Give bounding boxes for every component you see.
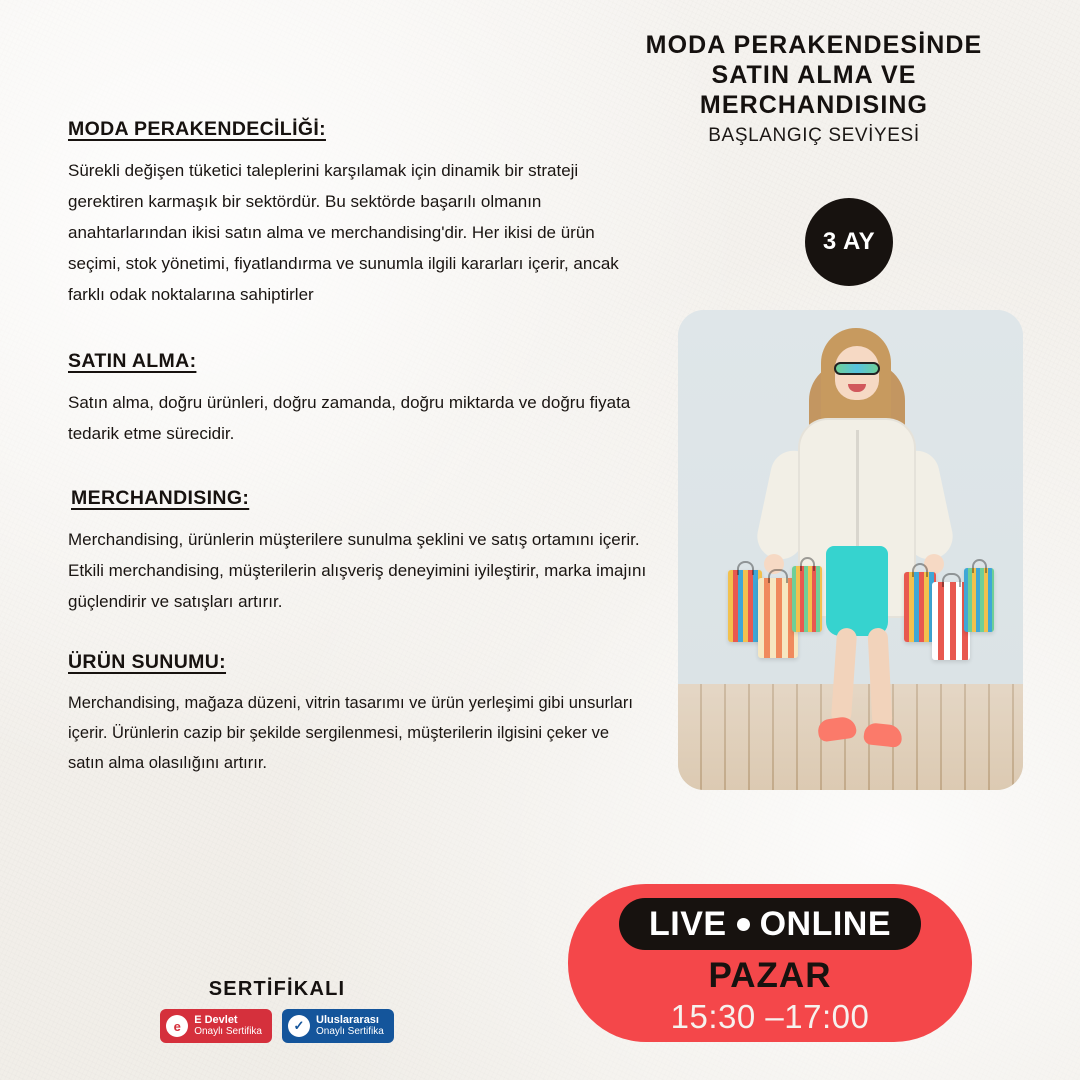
section-heading-fashion-retail: MODA PERAKENDECİLİĞİ: [68, 118, 326, 140]
certificate-international [282, 1009, 394, 1043]
shopping-bag [728, 570, 762, 642]
certificates-block [132, 978, 422, 1043]
duration-badge [805, 198, 893, 286]
section-purchasing [68, 350, 648, 449]
live-time: 15:30 –17:00 [670, 998, 870, 1035]
bullet-dot-icon [737, 918, 750, 931]
certificate-international-text [316, 1014, 384, 1038]
certificate-edevlet-line1: E Devlet [194, 1014, 238, 1026]
check-icon-glyph: ✓ [293, 1018, 305, 1033]
section-body-merchandising: Merchandising, ürünlerin müşterilere sunulma şeklini ve satış ortamını içerir. [68, 530, 640, 549]
certificate-edevlet-line2: Onaylı Sertifika [194, 1026, 262, 1037]
section-body-purchasing: Satın alma, doğru ürünleri, doğru zamanda, doğru miktarda ve doğru fiyata tedarik etme sürecidir. [68, 393, 631, 443]
certificate-edevlet-text [194, 1014, 262, 1038]
header-title-line-1: MODA PERAKENDESİNDE [645, 31, 983, 59]
certificates-title: SERTİFİKALI [208, 978, 346, 1000]
section-body-fashion-retail: Sürekli değişen tüketici taleplerini karşılamak için dinamik bir strateji gerektiren karmaşık bir sektördür. Bu sektörde başarılı olmanın anahtarlarından ikisi satın alma ve merchandising'dir. Her ikisi de ürün seçimi, stok yönetimi, fiyatlandırma ve sunumla ilgili kararları içerir, ancak farklı odak noktalarına sahiptirler [68, 161, 619, 304]
section-heading-merchandising: MERCHANDISING: [71, 487, 250, 509]
duration-badge-label: 3 AY [822, 228, 876, 255]
section-heading-product-presentation: ÜRÜN SUNUMU: [68, 651, 227, 673]
shopping-bag [964, 568, 994, 632]
model-leg-right [867, 628, 892, 729]
certificate-edevlet [160, 1009, 272, 1043]
section-heading-purchasing: SATIN ALMA: [68, 350, 197, 372]
model-dress [826, 546, 888, 636]
header-title-line-2: SATIN ALMA VE [711, 61, 917, 89]
certificates-row [132, 1009, 422, 1043]
model-leg-left [831, 627, 858, 724]
live-label: LIVE [648, 905, 727, 943]
model-shoe-right [863, 722, 903, 748]
poster-header [604, 30, 1024, 147]
shopping-bag [792, 566, 822, 632]
section-body-product-presentation: Merchandising, mağaza düzeni, vitrin tasarımı ve ürün yerleşimi gibi unsurları içerir. Ürünlerin cazip bir şekilde sergilenmesi, müşterilerin ilgisini çeker ve satın alma olasılığını artırır. [68, 694, 633, 772]
section-merchandising [68, 487, 648, 617]
online-label: ONLINE [759, 905, 892, 943]
section-fashion-retail [68, 118, 648, 310]
header-subtitle: BAŞLANGIÇ SEVİYESİ [708, 125, 920, 146]
model-shoe-left [817, 715, 858, 742]
live-schedule-panel [568, 884, 972, 1042]
edevlet-icon [166, 1015, 188, 1037]
model-sunglasses [834, 362, 880, 375]
section-product-presentation [68, 651, 648, 778]
edevlet-icon-glyph: e [173, 1018, 181, 1034]
live-online-pill [619, 898, 921, 950]
section-body-merchandising-2: Etkili merchandising, müşterilerin alışveriş deneyimini iyileştirir, marka imajını güçlendirir ve satışları artırır. [68, 561, 647, 611]
photo-model-figure [678, 310, 1023, 790]
header-title-line-3: MERCHANDISING [699, 91, 929, 119]
live-day: PAZAR [708, 956, 832, 995]
check-icon [288, 1015, 310, 1037]
article-content [68, 118, 648, 778]
certificate-international-line2: Onaylı Sertifika [316, 1026, 384, 1037]
certificate-international-line1: Uluslararası [316, 1014, 379, 1026]
shopping-woman-photo [678, 310, 1023, 790]
